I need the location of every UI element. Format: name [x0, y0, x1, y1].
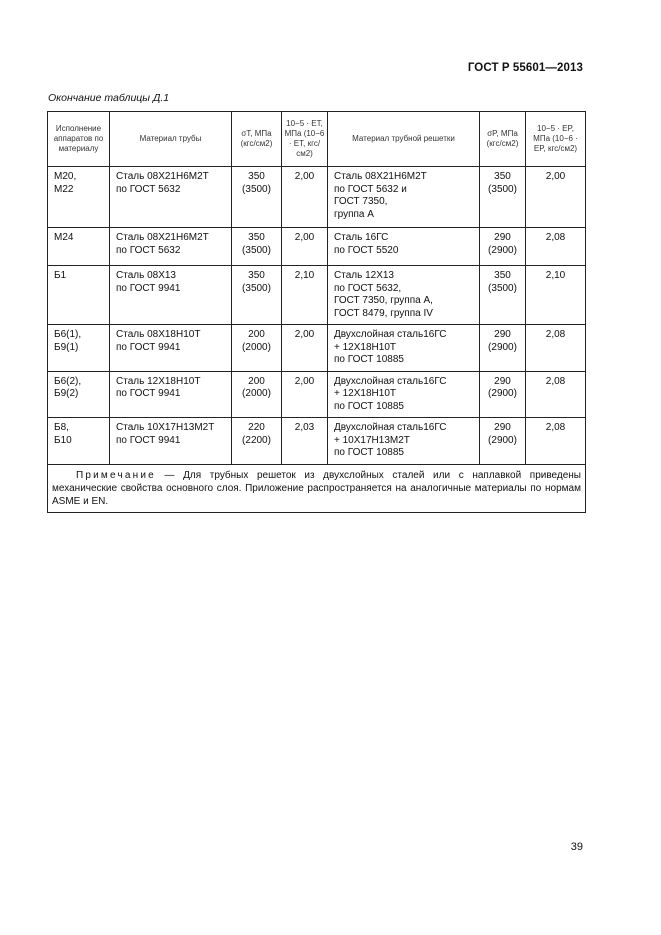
cell-sigma-t: 350 (3500) [232, 167, 282, 228]
header-sheet-material: Материал трубной решетки [328, 112, 480, 167]
note-text: — Для трубных решеток из двухслойных сталей или с наплавкой приведены механические свойства основного слоя. Приложение распространяется на аналогичные материалы по нормам ASME и EN. [52, 469, 581, 507]
cell-tube-material: Сталь 08Х21Н6М2Т по ГОСТ 5632 [110, 167, 232, 228]
cell-e-p: 2,10 [526, 266, 586, 325]
cell-sigma-t: 350 (3500) [232, 228, 282, 266]
cell-e-p: 2,00 [526, 167, 586, 228]
header-e-t: 10−5 · ET, МПа (10−6 · ET, кгс/см2) [282, 112, 328, 167]
table-row [48, 325, 586, 372]
cell-sheet-material: Двухслойная сталь16ГС + 12Х18Н10Т по ГОСТ 10885 [328, 325, 480, 372]
cell-e-p: 2,08 [526, 325, 586, 372]
materials-table [47, 111, 586, 513]
cell-execution: Б6(2), Б9(2) [48, 371, 110, 418]
cell-e-t: 2,00 [282, 167, 328, 228]
cell-e-t: 2,03 [282, 418, 328, 465]
cell-sigma-p: 290 (2900) [480, 371, 526, 418]
cell-sigma-p: 290 (2900) [480, 325, 526, 372]
cell-execution: М20, М22 [48, 167, 110, 228]
cell-e-p: 2,08 [526, 418, 586, 465]
cell-e-t: 2,00 [282, 371, 328, 418]
table-caption: Окончание таблицы Д.1 [48, 92, 170, 104]
cell-execution: М24 [48, 228, 110, 266]
cell-e-t: 2,00 [282, 325, 328, 372]
header-execution: Исполнение аппаратов по материалу [48, 112, 110, 167]
cell-e-t: 2,00 [282, 228, 328, 266]
cell-e-p: 2,08 [526, 371, 586, 418]
page-number: 39 [570, 841, 583, 853]
cell-sigma-p: 290 (2900) [480, 228, 526, 266]
note-label: Примечание [76, 469, 156, 481]
cell-sigma-t: 200 (2000) [232, 371, 282, 418]
cell-sigma-t: 200 (2000) [232, 325, 282, 372]
table-row [48, 266, 586, 325]
cell-tube-material: Сталь 08Х13 по ГОСТ 9941 [110, 266, 232, 325]
cell-sigma-p: 290 (2900) [480, 418, 526, 465]
cell-tube-material: Сталь 12Х18Н10Т по ГОСТ 9941 [110, 371, 232, 418]
cell-sigma-t: 350 (3500) [232, 266, 282, 325]
table-note-row [48, 464, 586, 512]
table-note [48, 464, 586, 512]
cell-tube-material: Сталь 08Х21Н6М2Т по ГОСТ 5632 [110, 228, 232, 266]
cell-tube-material: Сталь 08Х18Н10Т по ГОСТ 9941 [110, 325, 232, 372]
header-sigma-p: σP, МПа (кгс/см2) [480, 112, 526, 167]
cell-e-t: 2,10 [282, 266, 328, 325]
table-row [48, 418, 586, 465]
header-tube-material: Материал трубы [110, 112, 232, 167]
cell-sheet-material: Сталь 16ГС по ГОСТ 5520 [328, 228, 480, 266]
cell-sheet-material: Двухслойная сталь16ГС + 12Х18Н10Т по ГОСТ 10885 [328, 371, 480, 418]
cell-sheet-material: Двухслойная сталь16ГС + 10Х17Н13М2Т по ГОСТ 10885 [328, 418, 480, 465]
cell-tube-material: Сталь 10Х17Н13М2Т по ГОСТ 9941 [110, 418, 232, 465]
cell-execution: Б6(1), Б9(1) [48, 325, 110, 372]
standard-number: ГОСТ Р 55601—2013 [467, 62, 583, 74]
header-e-p: 10−5 · EP, МПа (10−6 · EP, кгс/см2) [526, 112, 586, 167]
table-row [48, 167, 586, 228]
cell-sheet-material: Сталь 08Х21Н6М2Т по ГОСТ 5632 и ГОСТ 7350, группа А [328, 167, 480, 228]
cell-execution: Б8, Б10 [48, 418, 110, 465]
cell-sheet-material: Сталь 12Х13 по ГОСТ 5632, ГОСТ 7350, группа А, ГОСТ 8479, группа IV [328, 266, 480, 325]
table-header-row [48, 112, 586, 167]
table-row [48, 371, 586, 418]
cell-sigma-p: 350 (3500) [480, 167, 526, 228]
header-sigma-t: σT, МПа (кгс/см2) [232, 112, 282, 167]
cell-execution: Б1 [48, 266, 110, 325]
cell-e-p: 2,08 [526, 228, 586, 266]
cell-sigma-p: 350 (3500) [480, 266, 526, 325]
cell-sigma-t: 220 (2200) [232, 418, 282, 465]
table-row [48, 228, 586, 266]
